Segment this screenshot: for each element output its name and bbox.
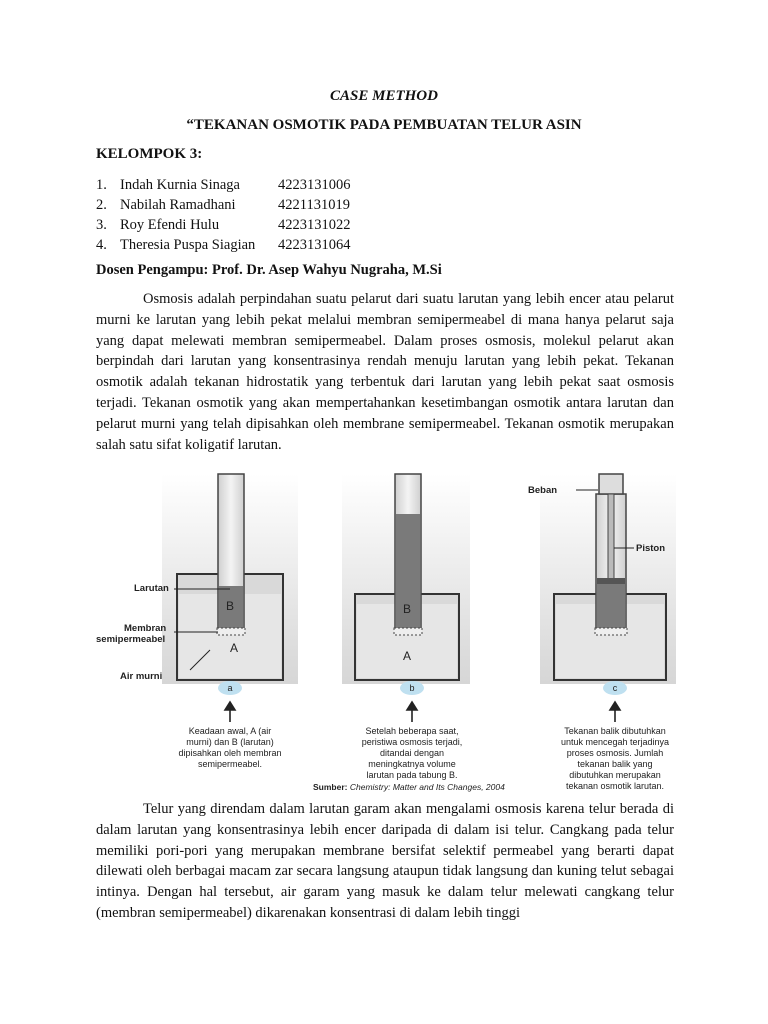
- group-heading: KELOMPOK 3:: [96, 146, 203, 162]
- caption-c-line: tekanan balik yang: [577, 759, 653, 769]
- arrow-up-icon: [610, 702, 620, 710]
- member-name: Indah Kurnia Sinaga: [120, 177, 240, 193]
- caption-b-line: Setelah beberapa saat,: [365, 726, 459, 736]
- caption-c-line: untuk mencegah terjadinya: [560, 737, 670, 747]
- caption-c-line: proses osmosis. Jumlah: [566, 748, 664, 758]
- weight-icon: [599, 474, 623, 494]
- member-id: 4221131019: [278, 197, 350, 213]
- caption-a-line: dipisahkan oleh membran: [178, 748, 282, 758]
- arrow-up-icon: [407, 702, 417, 710]
- source-label: Sumber:: [313, 782, 348, 792]
- caption-a-line: Keadaan awal, A (air: [188, 726, 272, 736]
- caption-b-line: ditandai dengan: [379, 748, 445, 758]
- piston-head: [597, 578, 625, 584]
- member-name: Nabilah Ramadhani: [120, 197, 236, 213]
- member-list: [96, 175, 351, 255]
- label-a-b: A: [403, 649, 412, 663]
- arrow-up-icon: [225, 702, 235, 710]
- label-piston: Piston: [636, 543, 666, 554]
- caption-b-line: larutan pada tabung B.: [366, 770, 458, 780]
- member-row: [96, 215, 351, 235]
- member-number: 2.: [96, 197, 107, 213]
- panel-letter-a: a: [227, 683, 233, 693]
- panel-c: [540, 474, 676, 684]
- lecturer-line: Dosen Pengampu: Prof. Dr. Asep Wahyu Nugraha, M.Si: [96, 262, 442, 278]
- caption-b-line: peristiwa osmosis terjadi,: [361, 737, 463, 747]
- paragraph-text: Osmosis adalah perpindahan suatu pelarut dari suatu larutan yang lebih encer atau pelarut murni ke larutan yang lebih pekat melalui membran semipermeabel di mana hanya pelarut saja yang dapat melewati membran semipermeabel. Dalam proses osmosis, molekul pelarut akan berpindah dari larutan yang konsentrasinya rendah menuju larutan yang lebih pekat. Tekanan osmotik adalah tekanan hidrostatik yang terbentuk dari larutan yang lebih pekat saat osmosis terjadi. Tekanan osmotik yang akan mempertahankan kesetimbangan osmotik antara larutan dan pelarut murni yang telah dipisahkan oleh membrane semipermeabel. Tekanan osmotik merupakan salah satu sifat koligatif larutan.: [96, 291, 674, 453]
- member-number: 4.: [96, 237, 107, 253]
- member-row: [96, 175, 351, 195]
- figure-source: [313, 782, 505, 792]
- membrane-a: [217, 628, 245, 635]
- panel-letter-c: c: [612, 683, 618, 693]
- paragraph-telur: [96, 799, 674, 924]
- label-a-a: A: [230, 641, 239, 655]
- label-air-murni: Air murni: [120, 671, 163, 682]
- panel-letter-b: b: [409, 683, 415, 693]
- member-id: 4223131022: [278, 217, 351, 233]
- caption-c-line: tekanan osmotik larutan.: [565, 781, 665, 791]
- member-id: 4223131064: [278, 237, 351, 253]
- paragraph-osmosis: [96, 289, 674, 455]
- label-semipermeabel: semipermeabel: [96, 634, 166, 645]
- document-subtitle: “TEKANAN OSMOTIK PADA PEMBUATAN TELUR ASIN: [186, 117, 582, 133]
- member-row: [96, 235, 351, 255]
- caption-b-line: meningkatnya volume: [368, 759, 456, 769]
- membrane-c: [595, 628, 627, 635]
- caption-a-line: semipermeabel.: [197, 759, 263, 769]
- paragraph-text: Telur yang direndam dalam larutan garam akan mengalami osmosis karena telur berada di dalam larutan yang konsentrasinya lebih encer daripada di dalam isi telur. Cangkang pada telur memiliki pori-pori yang merupakan membrane bersifat selektif permeabel yang berarti dapat dilewati oleh berbagai macam zar secara langsung ataupun tidak langsung dan kuning telut sebagai intinya. Dengan hal tersebut, air garam yang masuk ke dalam telur melewati cangkang telur (membran semipermeabel) dikarenakan konsentrasi di dalam lebih tinggi: [96, 801, 674, 921]
- label-membran: Membran: [124, 623, 167, 634]
- member-id: 4223131006: [278, 177, 351, 193]
- member-row: [96, 195, 351, 215]
- membrane-b: [394, 628, 422, 635]
- document-title: CASE METHOD: [330, 88, 438, 104]
- solution-c: [597, 584, 625, 628]
- caption-c-line: Tekanan balik dibutuhkan: [564, 726, 666, 736]
- caption-c-line: dibutuhkan merupakan: [569, 770, 661, 780]
- source-text: Chemistry: Matter and Its Changes, 2004: [349, 782, 505, 792]
- label-b-b: B: [403, 602, 412, 616]
- osmosis-diagram: [96, 470, 688, 792]
- label-b-a: B: [226, 599, 235, 613]
- label-beban: Beban: [528, 485, 558, 496]
- caption-a-line: murni) dan B (larutan): [186, 737, 274, 747]
- up-arrows: [225, 702, 620, 722]
- member-name: Theresia Puspa Siagian: [120, 237, 256, 253]
- osmosis-figure: [96, 470, 688, 795]
- label-larutan: Larutan: [134, 583, 169, 594]
- member-name: Roy Efendi Hulu: [120, 217, 220, 233]
- member-number: 3.: [96, 217, 107, 233]
- piston-rod: [608, 494, 614, 580]
- member-number: 1.: [96, 177, 107, 193]
